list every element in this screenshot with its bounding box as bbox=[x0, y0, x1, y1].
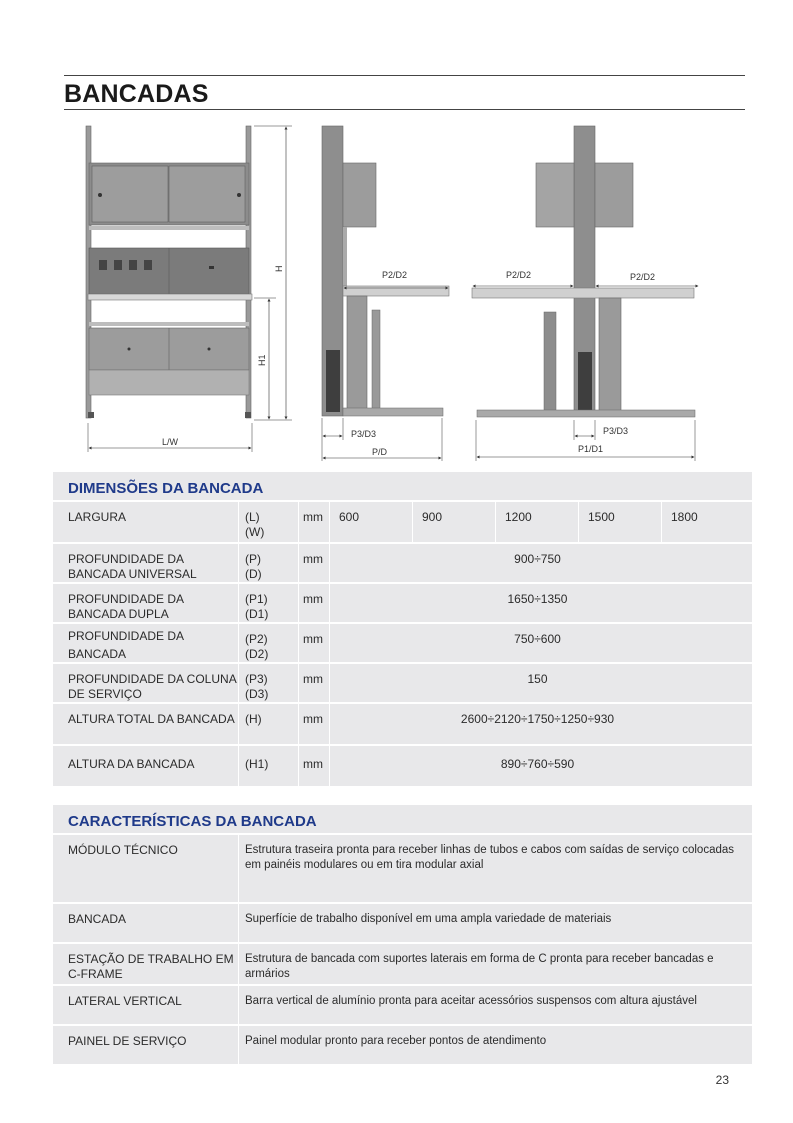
row-unit: mm bbox=[303, 552, 323, 566]
dim-label-lw: L/W bbox=[162, 437, 179, 447]
row-unit: mm bbox=[303, 510, 323, 524]
row-code: (P2) (D2) bbox=[245, 632, 269, 661]
table-row bbox=[53, 582, 752, 622]
title-rule bbox=[64, 109, 745, 110]
row-unit: mm bbox=[303, 632, 323, 646]
technical-drawings bbox=[64, 118, 745, 463]
table-row bbox=[53, 622, 752, 662]
page-title: BANCADAS bbox=[64, 80, 209, 108]
table-row bbox=[53, 942, 752, 984]
row-unit: mm bbox=[303, 757, 323, 771]
row-label: LARGURA bbox=[68, 510, 127, 524]
dimensions-heading: DIMENSÕES DA BANCADA bbox=[68, 480, 264, 497]
row-value: 150 bbox=[527, 672, 548, 686]
page-number: 23 bbox=[715, 1073, 729, 1087]
feature-text: Superfície de trabalho disponível em uma ampla variedade de materiais bbox=[245, 913, 612, 925]
table-row bbox=[53, 702, 752, 744]
dim-label-pd: P/D bbox=[372, 447, 388, 457]
table-row bbox=[53, 542, 752, 582]
top-rule bbox=[64, 75, 745, 76]
row-code: (L) (W) bbox=[245, 510, 265, 539]
features-heading: CARACTERÍSTICAS DA BANCADA bbox=[68, 813, 317, 830]
feature-label: MÓDULO TÉCNICO bbox=[68, 843, 178, 857]
feature-label: PAINEL DE SERVIÇO bbox=[68, 1034, 187, 1048]
row-value: 900÷750 bbox=[514, 552, 561, 566]
row-label: PROFUNDIDADE DA COLUNA DE SERVIÇO bbox=[68, 672, 237, 701]
width-value: 1800 bbox=[671, 510, 698, 524]
row-value: 890÷760÷590 bbox=[500, 757, 575, 771]
row-label: ALTURA TOTAL DA BANCADA bbox=[68, 712, 235, 726]
feature-label: ESTAÇÃO DE TRABALHO EM C-FRAME bbox=[68, 952, 234, 981]
table-row bbox=[53, 902, 752, 942]
features-table-header bbox=[53, 805, 752, 833]
row-unit: mm bbox=[303, 592, 323, 606]
feature-label: LATERAL VERTICAL bbox=[68, 994, 182, 1008]
row-value: 1650÷1350 bbox=[507, 592, 568, 606]
row-unit: mm bbox=[303, 712, 323, 726]
row-label: PROFUNDIDADE DA BANCADA DUPLA bbox=[68, 592, 185, 621]
row-code: (P) (D) bbox=[245, 552, 262, 581]
dim-label-h1: H1 bbox=[257, 354, 267, 366]
table-row bbox=[53, 500, 752, 542]
row-code: (H1) bbox=[245, 757, 269, 771]
table-row bbox=[53, 1024, 752, 1064]
table-row bbox=[53, 662, 752, 702]
row-label: PROFUNDIDADE DA BANCADA bbox=[68, 629, 185, 661]
feature-text: Estrutura de bancada com suportes laterais em forma de C pronta para receber bancadas e armários bbox=[245, 953, 714, 980]
table-row bbox=[53, 984, 752, 1024]
width-value: 900 bbox=[422, 510, 443, 524]
front-view-drawing bbox=[86, 126, 252, 418]
dimensions-table-header bbox=[53, 472, 752, 500]
table-row bbox=[53, 744, 752, 786]
dim-label-p3d3-left: P3/D3 bbox=[351, 429, 377, 439]
row-unit: mm bbox=[303, 672, 323, 686]
feature-text: Estrutura traseira pronta para receber linhas de tubos e cabos com saídas de serviço colocadas em painéis modulares ou em tira modular axial bbox=[245, 844, 735, 871]
row-label: ALTURA DA BANCADA bbox=[68, 757, 195, 771]
feature-label: BANCADA bbox=[68, 912, 127, 926]
table-row bbox=[53, 833, 752, 902]
dim-label-h: H bbox=[274, 265, 284, 272]
dim-label-p2d2-mid: P2/D2 bbox=[506, 270, 532, 280]
dimensions-table bbox=[53, 472, 752, 786]
row-label: PROFUNDIDADE DA BANCADA UNIVERSAL bbox=[68, 552, 197, 581]
row-code: (P1) (D1) bbox=[245, 592, 269, 621]
width-value: 1200 bbox=[505, 510, 532, 524]
row-value: 2600÷2120÷1750÷1250÷930 bbox=[460, 712, 615, 726]
row-value: 750÷600 bbox=[514, 632, 561, 646]
row-code: (P3) (D3) bbox=[245, 672, 269, 701]
dim-label-p3d3-right: P3/D3 bbox=[603, 426, 629, 436]
feature-text: Barra vertical de alumínio pronta para aceitar acessórios suspensos com altura ajustável bbox=[245, 995, 697, 1007]
width-value: 600 bbox=[339, 510, 360, 524]
dim-label-p1d1: P1/D1 bbox=[578, 444, 604, 454]
row-code: (H) bbox=[245, 712, 262, 726]
dim-label-p2d2-left: P2/D2 bbox=[382, 270, 408, 280]
dim-label-p2d2-right: P2/D2 bbox=[630, 272, 656, 282]
width-value: 1500 bbox=[588, 510, 615, 524]
feature-text: Painel modular pronto para receber pontos de atendimento bbox=[245, 1035, 547, 1047]
features-table bbox=[53, 805, 752, 1064]
